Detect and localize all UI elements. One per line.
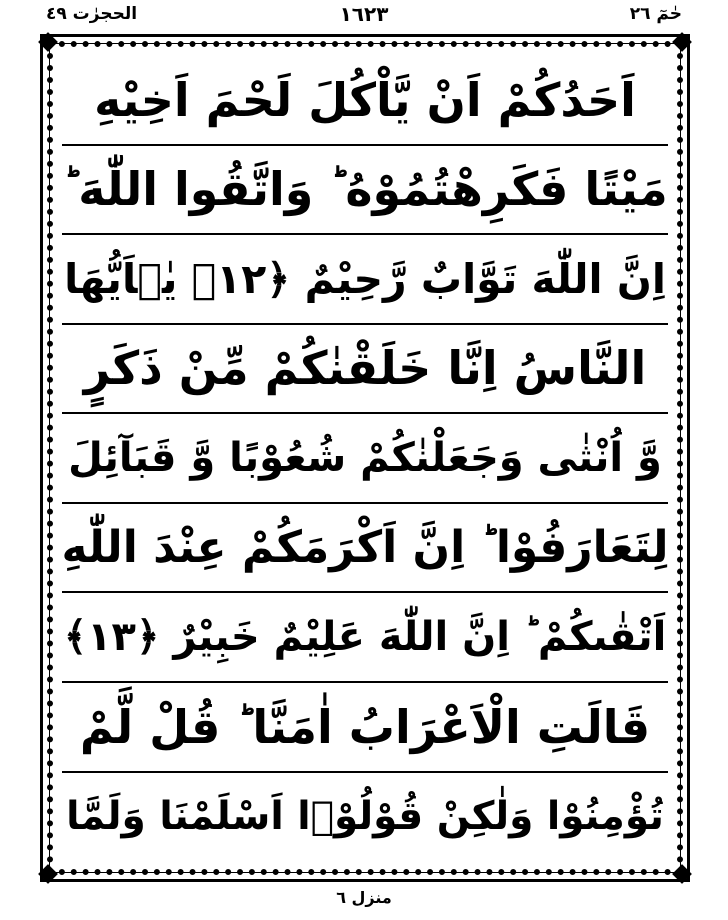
text-line-1: اَحَدُكُمْ اَنْ يَّاْكُلَ لَحْمَ اَخِيْهِ [62,56,668,146]
text-line-3: اِنَّ اللّٰهَ تَوَّابٌ رَّحِيْمٌ ﴿١٢﴾ يٰۤاَيُّهَا [62,235,668,325]
page-header [0,0,728,30]
text-line-8: قَالَتِ الْاَعْرَابُ اٰمَنَّا ؕ قُلْ لَّمْ [62,683,668,773]
text-line-7: اَتْقٰىكُمْ ؕ اِنَّ اللّٰهَ عَلِيْمٌ خَبِيْرٌ ﴿١٣﴾ [62,593,668,683]
surah-name: الحجرٰت ٤٩ [46,4,138,24]
text-line-2: مَيْتًا فَكَرِهْتُمُوْهُ ؕ وَاتَّقُوا اللّٰهَ ؕ [62,146,668,236]
page-border [40,34,690,882]
text-lines [62,56,668,860]
manzil-footer: منزل ٦ [336,888,392,907]
page-number: ١٦٢٣ [339,2,389,26]
text-line-9: تُؤْمِنُوْا وَلٰكِنْ قُوْلُوْۤا اَسْلَمْنَا وَلَمَّا [66,793,664,839]
text-line-5: وَّ اُنْثٰى وَجَعَلْنٰكُمْ شُعُوْبًا وَّ قَبَآئِلَ [62,414,668,504]
text-line-4: النَّاسُ اِنَّا خَلَقْنٰكُمْ مِّنْ ذَكَرٍ [62,325,668,415]
para-name: حٰمٓ ٢٦ [629,4,682,24]
text-line-6: لِتَعَارَفُوْا ؕ اِنَّ اَكْرَمَكُمْ عِنْدَ اللّٰهِ [62,504,668,594]
